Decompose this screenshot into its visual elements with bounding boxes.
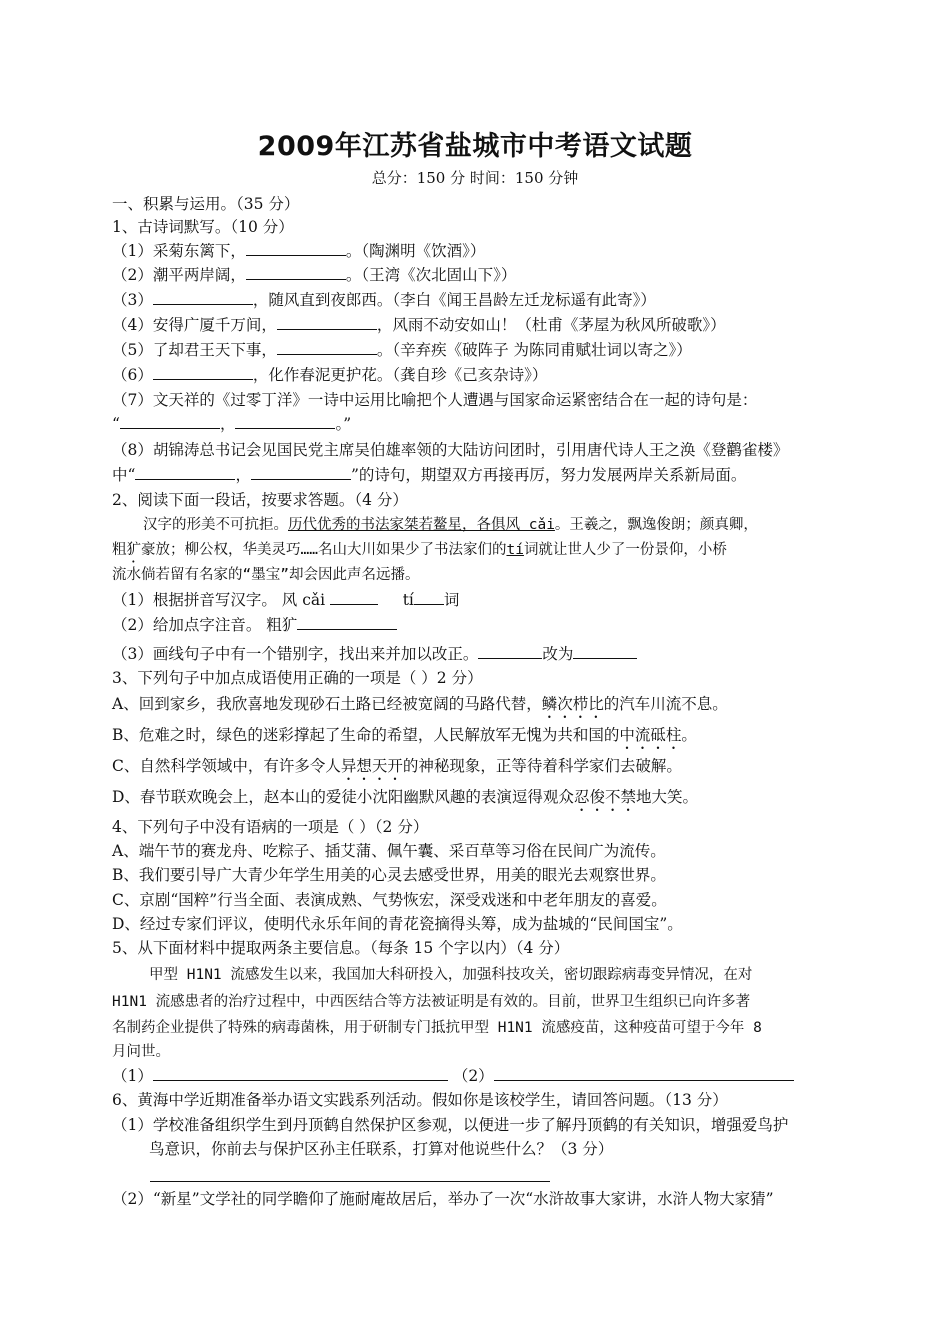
answer-blank[interactable] [153, 289, 253, 305]
q6-heading: 6、黄海中学近期准备举办语文实践系列活动。假如你是该校学生，请回答问题。（13 分） [112, 1091, 728, 1109]
answer-blank[interactable] [573, 643, 637, 659]
q2-passage-line1: 汉字的形美不可抗拒。历代优秀的书法家桀若鳌星，各俱风 cǎi。王羲之，飘逸俊朗；颜真卿， [143, 517, 758, 533]
q6-sub2-line1: （2）“新星”文学社的同学瞻仰了施耐庵故居后，举办了一次“水浒故事大家讲，水浒人物大家猜” [112, 1190, 774, 1208]
q2-sub-2: （2）给加点字注音。 粗犷 [112, 614, 842, 636]
dotted-idiom: 鳞次栉比 [541, 695, 604, 713]
dotted-idiom: 中流砥柱 [619, 726, 682, 744]
underlined-sentence: 历代优秀的书法家桀若鳌星，各俱风 cǎi [288, 517, 555, 533]
q5-heading: 5、从下面材料中提取两条主要信息。（每条 15 个字以内）（4 分） [112, 939, 570, 957]
q5-passage-line2: H1N1 流感患者的治疗过程中，中西医结合等方法被证明是有效的。目前，世界卫生组织已向许多著 [112, 994, 751, 1010]
q3-option-d: D、春节联欢晚会上，赵本山的爱徒小沈阳幽默风趣的表演逗得观众忍俊不禁地大笑。 [112, 788, 698, 806]
section-heading: 一、积累与运用。（35 分） [112, 195, 300, 213]
answer-blank[interactable] [153, 1065, 448, 1081]
dotted-idiom: 忍俊不禁 [573, 788, 636, 806]
q1-item-6: （6） ，化作春泥更护花。（龚自珍《己亥杂诗》） [112, 366, 548, 384]
answer-blank[interactable] [251, 464, 351, 480]
answer-blank[interactable] [330, 589, 378, 605]
q6-sub1-line1: （1）学校准备组织学生到丹顶鹤自然保护区参观，以便进一步了解丹顶鹤的有关知识，增强爱鸟护 [112, 1116, 789, 1134]
answer-blank[interactable] [153, 364, 253, 380]
q1-item-2: （2）潮平两岸阔， 。（王湾《次北固山下》） [112, 266, 517, 284]
q1-item-4: （4）安得广厦千万间， ，风雨不动安如山！（杜甫《茅屋为秋风所破歌》） [112, 316, 726, 334]
exam-subtitle: 总分：150 分 时间：150 分钟 [371, 169, 579, 187]
q1-heading: 1、古诗词默写。（10 分） [112, 218, 294, 236]
q1-item-3: （3） ，随风直到夜郎西。（李白《闻王昌龄左迁龙标遥有此寄》） [112, 291, 656, 309]
q4-option-d: D、经过专家们评议，使明代永乐年间的青花瓷摘得头筹，成为盐城的“民间国宝”。 [112, 915, 683, 933]
q2-passage-line3: 流水倘若留有名家的“墨宝”却会因此声名远播。 [112, 567, 420, 583]
answer-line[interactable] [150, 1181, 550, 1182]
q4-option-c: C、京剧“国粹”行当全面、表演成熟、气势恢宏，深受戏迷和中老年朋友的喜爱。 [112, 891, 667, 909]
answer-blank[interactable] [235, 413, 335, 429]
q2-sub-3: （3）画线句子中有一个错别字，找出来并加以改正。 改为 [112, 643, 842, 665]
q1-item-8-line2: 中“ ， ”的诗句，期望双方再接再厉，努力发展两岸关系新局面。 [112, 466, 747, 484]
q4-option-b: B、我们要引导广大青少年学生用美的心灵去感受世界，用美的眼光去观察世界。 [112, 866, 666, 884]
q3-heading: 3、下列句子中加点成语使用正确的一项是（ ）2 分） [112, 669, 483, 687]
q1-item-7-line1: （7）文天祥的《过零丁洋》一诗中运用比喻把个人遭遇与国家命运紧密结合在一起的诗句是： [112, 391, 758, 409]
answer-blank[interactable] [120, 413, 220, 429]
q4-option-a: A、端午节的赛龙舟、吃粽子、插艾蒲、佩午囊、采百草等习俗在民间广为流传。 [112, 842, 666, 860]
q5-passage-line1: 甲型 H1N1 流感发生以来，我国加大科研投入，加强科技攻关，密切跟踪病毒变异情况，在对 [149, 967, 753, 983]
q2-sub-1: （1）根据拼音写汉字。 风 cǎi tí 词 [112, 591, 460, 609]
q3-option-a: A、回到家乡，我欣喜地发现砂石土路已经被宽阔的马路代替，鳞次栉比的汽车川流不息。 [112, 695, 728, 713]
answer-blank[interactable] [414, 589, 444, 605]
answer-blank[interactable] [246, 264, 346, 280]
dotted-idiom: 异想天开 [340, 757, 403, 775]
q3-option-c: C、自然科学领域中，有许多令人异想天开的神秘现象，正等待着科学家们去破解。 [112, 757, 682, 775]
q1-item-8-line1: （8）胡锦涛总书记会见国民党主席吴伯雄率领的大陆访问团时，引用唐代诗人王之涣《登鹳雀楼》 [112, 441, 789, 459]
answer-blank[interactable] [478, 643, 542, 659]
answer-blank[interactable] [135, 464, 235, 480]
q2-heading: 2、阅读下面一段话，按要求答题。（4 分） [112, 491, 408, 509]
page-title: 2009年江苏省盐城市中考语文试题 [257, 131, 693, 162]
q1-item-5: （5）了却君王天下事， 。（辛弃疾《破阵子 为陈同甫赋壮词以寄之》） [112, 341, 692, 359]
q1-item-1: （1）采菊东篱下， 。（陶渊明《饮酒》） [112, 242, 486, 260]
answer-blank[interactable] [297, 614, 397, 630]
q5-passage-line4: 月问世。 [112, 1044, 170, 1060]
answer-blank[interactable] [246, 240, 346, 256]
q5-passage-line3: 名制药企业提供了特殊的病毒菌株，用于研制专门抵抗甲型 H1N1 流感疫苗，这种疫苗可望于今年 8 [112, 1020, 762, 1036]
answer-blank[interactable] [494, 1065, 794, 1081]
q3-option-b: B、危难之时，绿色的迷彩撑起了生命的希望，人民解放军无愧为共和国的中流砥柱。 [112, 726, 697, 744]
dotted-character: 犷 [126, 542, 141, 558]
q5-answer-line: （1） （2） [112, 1065, 842, 1087]
q6-sub1-line2: 鸟意识，你前去与保护区孙主任联系，打算对他说些什么？（3 分） [149, 1140, 614, 1158]
q4-heading: 4、下列句子中没有语病的一项是（ ）（2 分） [112, 818, 429, 836]
answer-blank[interactable] [277, 314, 377, 330]
answer-blank[interactable] [277, 339, 377, 355]
q1-item-7-line2: “ ， 。” [112, 415, 352, 433]
q2-passage-line2: 粗犷豪放；柳公权，华美灵巧……名山大川如果少了书法家们的tí词就让世人少了一份景仰，小桥 [112, 542, 727, 558]
pinyin-underlined: tí [506, 542, 524, 558]
